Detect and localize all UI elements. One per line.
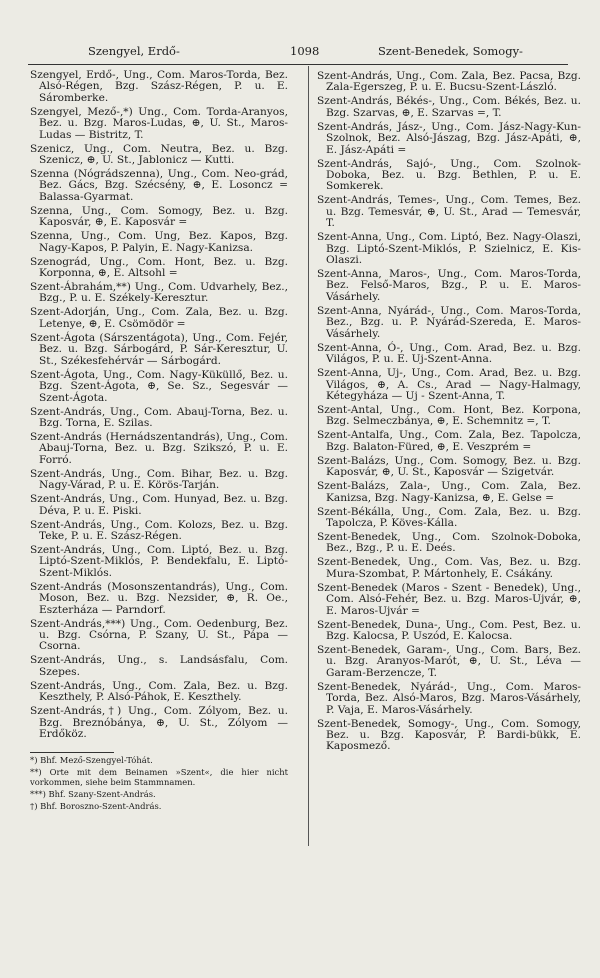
entry: Szent-András, Ung., s. Landsásfalu, Com. Szepes. xyxy=(30,654,288,678)
entry: Szenográd, Ung., Com. Hont, Bez. u. Bzg. Korponna, ⊕, E. Altsohl = xyxy=(30,255,288,280)
entry: Szenna, Ung., Com. Ung, Bez. Kapos, Bzg. Nagy-Kapos, P. Palyin, E. Nagy-Kanizsa. xyxy=(30,230,288,254)
footnote: †) Bhf. Boroszno-Szent-András. xyxy=(30,801,162,812)
footnote: **) Ortе mit dem Beinamen »Szent«, die hier nicht vorkommen, siehe beim Stammnamen. xyxy=(30,767,288,788)
entry: Szent-András,***) Ung., Com. Oedenburg, Bez. u. Bzg. Csórna, P. Szany, U. St., Pápa — Csorna. xyxy=(30,617,288,653)
entry: Szent-Ágota (Sárszentágota), Ung., Com. Fejér, Bez. u. Bzg. Sárbogárd, P. Sár-Keresztur, U. St., Székesfehérvár — Sárbogárd. xyxy=(30,331,288,367)
entry: Szent-Benedek, Garam-, Ung., Com. Bars, Bez. u. Bzg. Aranyos-Marót, ⊕, U. St., Léva — Garam-Berzencze, T. xyxy=(317,643,581,679)
entry: Szent-András, Ung., Com. Bihar, Bez. u. Bzg. Nagy-Várad, P. u. E. Körös-Tarján. xyxy=(30,467,288,492)
footnote-rule xyxy=(30,752,114,753)
entry: Szent-Ábrahám,**) Ung., Com. Udvarhely, Bez., Bzg., P. u. E. Székely-Keresztur. xyxy=(30,281,288,305)
entry: Szent-Benedek (Maros - Szent - Benedek), Ung., Com. Alsó-Fehér, Bez. u. Bzg. Maros-Ujvár, ⊕, E. Maros-Ujvár = xyxy=(317,581,581,617)
entry: Szent-Anna, Maros-, Ung., Com. Maros-Torda, Bez. Felső-Maros, Bzg., P. u. E. Maros-Vásárhely. xyxy=(317,268,581,303)
entry: Szent-András, Ung., Com. Abauj-Torna, Bez. u. Bzg. Torna, E. Szilas. xyxy=(30,405,288,429)
entry: Szent-András (Mosonszentandrás), Ung., Com. Moson, Bez. u. Bzg. Nezsider, ⊕, R. Oe., Eszterháza — Parndorf. xyxy=(30,580,288,616)
entry: Szent-Benedek, Duna-, Ung., Com. Pest, Bez. u. Bzg. Kalocsa, P. Uszód, E. Kalocsa. xyxy=(317,618,581,642)
footnote: ***) Bhf. Szany-Szent-András. xyxy=(30,789,156,800)
header-left: Szengyel, Erdő- xyxy=(88,44,180,58)
entry: Szent-András, Ung., Com. Liptó, Bez. u. Bzg. Liptó-Szent-Miklós, P. Bendekfalu, E. Liptó-Szent-Miklós. xyxy=(30,543,288,579)
entry: Szent-András, Békés-, Ung., Com. Békés, Bez. u. Bzg. Szarvas, ⊕, E. Szarvas =, T. xyxy=(317,95,581,119)
entry: Szenna (Nógrádszenna), Ung., Com. Neo-grád, Bez. Gács, Bzg. Szécsény, ⊕, E. Losoncz = Balassa-Gyarmat. xyxy=(30,168,288,203)
entry: Szent-Benedek, Nyárád-, Ung., Com. Maros-Torda, Bez. Alsó-Maros, Bzg. Maros-Vásárhely, P. Vaja, E. Maros-Vásárhely. xyxy=(317,680,581,716)
footnote: *) Bhf. Mező-Szengyel-Tóhát. xyxy=(30,755,153,766)
entry: Szent-Békálla, Ung., Com. Zala, Bez. u. Bzg. Tapolcza, P. Köves-Kálla. xyxy=(317,505,581,529)
entry: Szent-Anna, Ó-, Ung., Com. Arad, Bez. u. Bzg. Világos, P. u. E. Uj-Szent-Anna. xyxy=(317,341,581,366)
running-header xyxy=(0,44,600,60)
header-rule xyxy=(28,64,568,65)
entry: Szenicz, Ung., Com. Neutra, Bez. u. Bzg. Szenicz, ⊕, U. St., Jablonicz — Kutti. xyxy=(30,142,288,167)
entry: Szent-Antal, Ung., Com. Hont, Bez. Korpona, Bzg. Selmeczbánya, ⊕, E. Schemnitz =, T. xyxy=(317,403,581,428)
left-column xyxy=(30,70,288,811)
entry: Szent-Benedek, Ung., Com. Szolnok-Doboka, Bez., Bzg., P. u. E. Deés. xyxy=(317,530,581,555)
entry: Szengyel, Erdő-, Ung., Com. Maros-Torda, Bez. Alsó-Régen, Bzg. Szász-Régen, P. u. E. Sáromberke. xyxy=(30,69,288,104)
entry: Szent-Anna, Ung., Com. Liptó, Bez. Nagy-Olaszi, Bzg. Liptó-Szent-Miklós, P. Szielnicz, E. Kis-Olaszi. xyxy=(317,231,581,267)
entry: Szent-András (Hernádszentandrás), Ung., Com. Abauj-Torna, Bez. u. Bzg. Szikszó, P. u. E. Forró. xyxy=(30,430,288,466)
page-number: 1098 xyxy=(290,44,320,58)
entry: Szent-András, Ung., Com. Kolozs, Bez. u. Bzg. Teke, P. u. E. Szász-Régen. xyxy=(30,518,288,542)
header-right: Szent-Benedek, Somogy- xyxy=(378,44,523,58)
entry: Szenna, Ung., Com. Somogy, Bez. u. Bzg. Kaposvár, ⊕, E. Kaposvár = xyxy=(30,204,288,229)
entry: Szent-András, Ung., Com. Zala, Bez. Pacsa, Bzg. Zala-Egerszeg, P. u. E. Bucsu-Szent-László. xyxy=(317,70,581,94)
entry: Szent-András,†) Ung., Com. Zólyom, Bez. u. Bzg. Breznóbánya, ⊕, U. St., Zólyom — Erdőköz. xyxy=(30,705,288,740)
entry: Szengyel, Mező-,*) Ung., Com. Torda-Aranyos, Bez. u. Bzg. Maros-Ludas, ⊕, U. St., Maros-Ludas — Bistritz, T. xyxy=(30,105,288,141)
entry: Szent-Antalfa, Ung., Com. Zala, Bez. Tapolcza, Bzg. Balaton-Füred, ⊕, E. Veszprém = xyxy=(317,429,581,453)
entry: Szent-Benedek, Ung., Com. Vas, Bez. u. Bzg. Mura-Szombat, P. Mártonhely, E. Csákány. xyxy=(317,556,581,580)
entry: Szent-Anna, Uj-, Ung., Com. Arad, Bez. u. Bzg. Világos, ⊕, A. Cs., Arad — Nagy-Halmagy, Kétegyháza — Uj - Szent-Anna, T. xyxy=(317,367,581,402)
entry: Szent-András, Sajó-, Ung., Com. Szolnok-Doboka, Bez. u. Bzg. Bethlen, P. u. E. Somkerek. xyxy=(317,157,581,193)
entry: Szent-Benedek, Somogy-, Ung., Com. Somogy, Bez. u. Bzg. Kaposvár, P. Bardi-bükk, E. Kaposmező. xyxy=(317,717,581,753)
column-divider xyxy=(308,66,309,846)
entry: Szent-András, Jász-, Ung., Com. Jász-Nagy-Kun-Szolnok, Bez. Alsó-Jászag, Bzg. Jász-Apáti, ⊕, E. Jász-Apáti = xyxy=(317,120,581,156)
entry: Szent-András, Ung., Com. Zala, Bez. u. Bzg. Keszthely, P. Alsó-Páhok, E. Keszthely. xyxy=(30,679,288,704)
entry: Szent-Adorján, Ung., Com. Zala, Bez. u. Bzg. Letenye, ⊕, E. Csömödör = xyxy=(30,306,288,330)
entry: Szent-András, Ung., Com. Hunyad, Bez. u. Bzg. Déva, P. u. E. Piski. xyxy=(30,493,288,517)
entry: Szent-András, Temes-, Ung., Com. Temes, Bez. u. Bzg. Temesvár, ⊕, U. St., Arad — Temesvár, T. xyxy=(317,194,581,230)
entry: Szent-Anna, Nyárád-, Ung., Com. Maros-Torda, Bez., Bzg. u. P. Nyárád-Szereda, E. Maros-Vásárhely. xyxy=(317,304,581,340)
entry: Szent-Ágota, Ung., Com. Nagy-Küküllő, Bez. u. Bzg. Szent-Ágota, ⊕, Se. Sz., Segesvár — Szent-Ágota. xyxy=(30,368,288,404)
entry: Szent-Balázs, Zala-, Ung., Com. Zala, Bez. Kanizsa, Bzg. Nagy-Kanizsa, ⊕, E. Gelse = xyxy=(317,480,581,504)
entry: Szent-Balázs, Ung., Com. Somogy, Bez. u. Bzg. Kaposvár, ⊕, U. St., Kaposvár — Szigetvár. xyxy=(317,454,581,479)
right-column xyxy=(317,71,581,755)
